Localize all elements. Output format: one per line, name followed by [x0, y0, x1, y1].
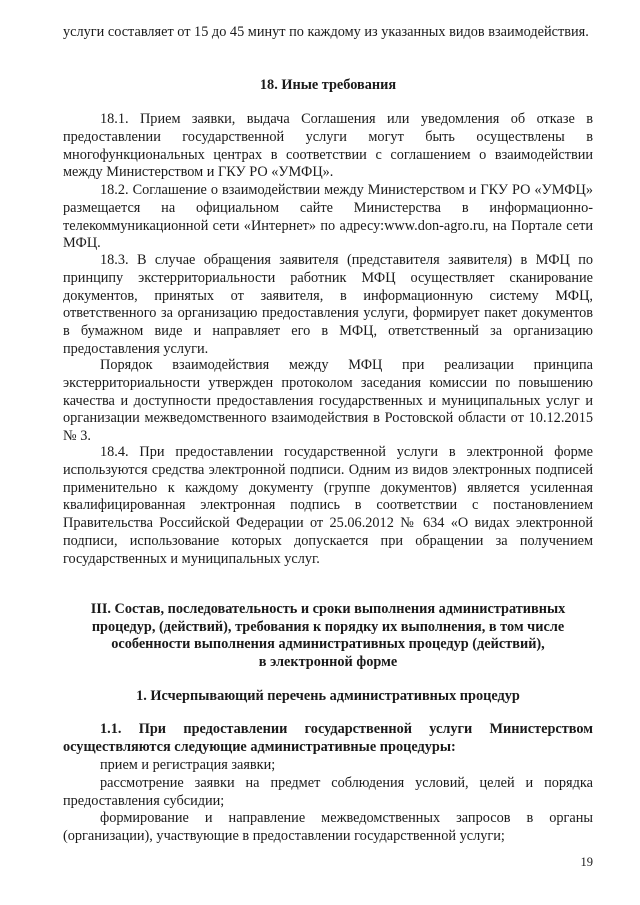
procedure-item-1: прием и регистрация заявки;: [100, 757, 276, 773]
section-3-heading-line-1: III. Состав, последовательность и сроки выполнения административных: [90, 601, 566, 617]
page-number: 19: [580, 855, 593, 869]
paragraph-continuation: услуги составляет от 15 до 45 минут по каждому из указанных видов взаимодействия.: [63, 24, 589, 40]
paragraph-18-1: 18.1. Прием заявки, выдача Соглашения или уведомления об отказе в предоставлении государственной услуги могут быть осуществлены в многофункциональных центрах в соответствии с соглашением о взаимодействии между Министерством и ГКУ РО «УМФЦ».: [63, 111, 593, 181]
procedure-item-3: формирование и направление межведомственных запросов в органы (организации), участвующие в предоставлении государственной услуги;: [63, 810, 593, 844]
section-3-heading-line-2: процедур, (действий), требования к порядку их выполнения, в том числе: [91, 619, 565, 635]
paragraph-18-4: 18.4. При предоставлении государственной услуги в электронной форме используются средства электронной подписи. Одним из видов электронных подписей применительно к каждому документу (группе документов) является усиленная квалифицированная электронная подпись в соответствии с постановлением Правительства Российской Федерации от 25.06.2012 № 634 «О видах электронной подписи, использование которых допускается при обращении за получением государственных и муниципальных услуг.: [63, 444, 593, 567]
paragraph-interaction-order: Порядок взаимодействия между МФЦ при реализации принципа экстерриториальности утвержден протоколом заседания комиссии по повышению качества и доступности предоставления государственных и муниципальных услуг и организации межведомственного взаимодействия в Ростовской области от 10.12.2015 № 3.: [63, 357, 593, 445]
procedure-item-2: рассмотрение заявки на предмет соблюдения условий, целей и порядка предоставления субсидии;: [63, 775, 593, 809]
section-18-heading: 18. Иные требования: [259, 77, 397, 93]
paragraph-1-1: 1.1. При предоставлении государственной услуги Министерством осуществляются следующие административные процедуры:: [63, 721, 593, 755]
paragraph-18-2: 18.2. Соглашение о взаимодействии между Министерством и ГКУ РО «УМФЦ» размещается на официальном сайте Министерства в информационно-телекоммуникационной сети «Интернет» по адресу:www.don-agro.ru, на Портале сети МФЦ.: [63, 182, 593, 252]
subsection-1-heading: 1. Исчерпывающий перечень административных процедур: [136, 688, 520, 704]
section-3-heading-line-4: в электронной форме: [258, 654, 398, 670]
paragraph-18-3: 18.3. В случае обращения заявителя (представителя заявителя) в МФЦ по принципу экстерриториальности работник МФЦ осуществляет сканирование документов, принятых от заявителя, в информационную систему МФЦ, ответственного за организацию предоставления услуги, формирует пакет документов в бумажном виде и направляет его в МФЦ, ответственный за организацию предоставления услуги.: [63, 252, 593, 357]
section-3-heading-line-3: особенности выполнения административных процедур (действий),: [111, 636, 545, 652]
